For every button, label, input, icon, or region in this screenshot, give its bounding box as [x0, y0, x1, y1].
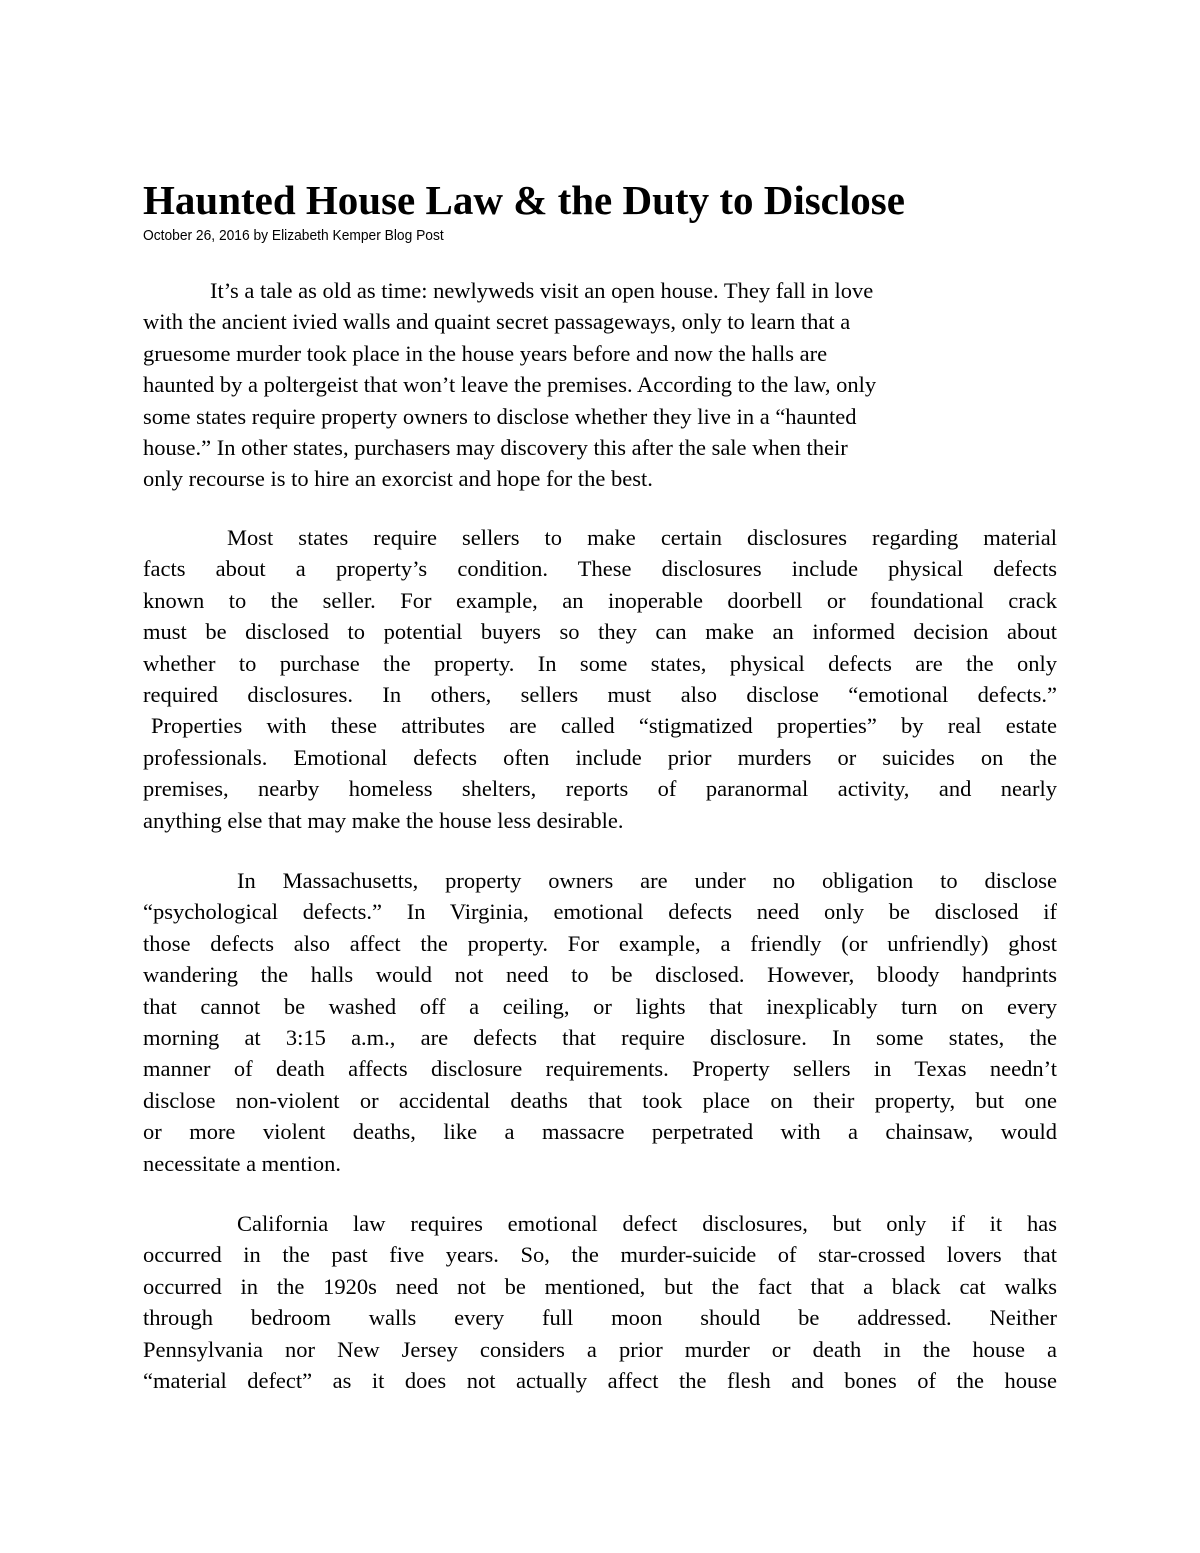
paragraph-4 — [143, 1208, 1057, 1396]
paragraph-line: or more violent deaths, like a massacre perpetrated with a chainsaw, would — [143, 1119, 1057, 1145]
paragraph-line: gruesome murder took place in the house years before and now the halls are — [143, 340, 828, 366]
paragraph-line: must be disclosed to potential buyers so they can make an informed decision about — [143, 619, 1057, 645]
paragraph-line: professionals. Emotional defects often include prior murders or suicides on the — [143, 744, 1057, 770]
paragraph-line: “material defect” as it does not actually affect the flesh and bones of the house — [143, 1367, 1057, 1393]
paragraph-line: facts about a property’s condition. These disclosures include physical defects — [143, 556, 1057, 582]
paragraph-line: that cannot be washed off a ceiling, or lights that inexplicably turn on every — [143, 993, 1057, 1019]
paragraph-line: with the ancient ivied walls and quaint secret passageways, only to learn that a — [143, 309, 851, 335]
document-title: Haunted House Law & the Duty to Disclose — [143, 177, 905, 223]
paragraph-line: manner of death affects disclosure requirements. Property sellers in Texas needn’t — [143, 1056, 1057, 1082]
paragraph-line: premises, nearby homeless shelters, reports of paranormal activity, and nearly — [143, 776, 1057, 802]
paragraph-line: morning at 3:15 a.m., are defects that require disclosure. In some states, the — [143, 1024, 1057, 1050]
paragraph-line: Pennsylvania nor New Jersey considers a prior murder or death in the house a — [143, 1336, 1057, 1362]
paragraph-line: necessitate a mention. — [143, 1150, 342, 1176]
paragraph-line: known to the seller. For example, an inoperable doorbell or foundational crack — [143, 587, 1057, 613]
paragraph-line: In Massachusetts, property owners are under no obligation to disclose — [237, 868, 1057, 893]
paragraph-line: Most states require sellers to make certain disclosures regarding material — [227, 525, 1057, 550]
paragraph-line: whether to purchase the property. In some states, physical defects are the only — [143, 650, 1057, 676]
paragraph-line: some states require property owners to disclose whether they live in a “haunted — [143, 403, 857, 429]
paragraph-line: anything else that may make the house less desirable. — [143, 807, 624, 833]
paragraph-line: It’s a tale as old as time: newlyweds visit an open house. They fall in love — [210, 278, 874, 303]
paragraph-line: house.” In other states, purchasers may discovery this after the sale when their — [143, 434, 848, 460]
paragraph-line: occurred in the past five years. So, the murder-suicide of star-crossed lovers that — [143, 1242, 1057, 1268]
paragraph-line: disclose non-violent or accidental deaths that took place on their property, but one — [143, 1087, 1057, 1113]
paragraph-line: California law requires emotional defect disclosures, but only if it has — [237, 1211, 1057, 1236]
paragraph-line: haunted by a poltergeist that won’t leave the premises. According to the law, only — [143, 372, 877, 398]
paragraph-line: only recourse is to hire an exorcist and hope for the best. — [143, 466, 653, 492]
paragraph-line: wandering the halls would not need to be disclosed. However, bloody handprints — [143, 962, 1057, 988]
paragraph-line: occurred in the 1920s need not be mentioned, but the fact that a black cat walks — [143, 1273, 1057, 1299]
paragraph-2 — [143, 522, 1057, 836]
paragraph-line: “psychological defects.” In Virginia, emotional defects need only be disclosed if — [143, 899, 1057, 925]
paragraph-1 — [143, 275, 1003, 495]
paragraph-line: those defects also affect the property. For example, a friendly (or unfriendly) ghost — [143, 930, 1057, 956]
paragraph-line: required disclosures. In others, sellers must also disclose “emotional defects.” — [143, 681, 1057, 707]
paragraph-line: Properties with these attributes are called “stigmatized properties” by real estate — [151, 713, 1057, 739]
byline: October 26, 2016 by Elizabeth Kemper Blog Post — [143, 227, 444, 244]
paragraph-3 — [143, 865, 1057, 1179]
paragraph-line: through bedroom walls every full moon should be addressed. Neither — [143, 1305, 1057, 1331]
